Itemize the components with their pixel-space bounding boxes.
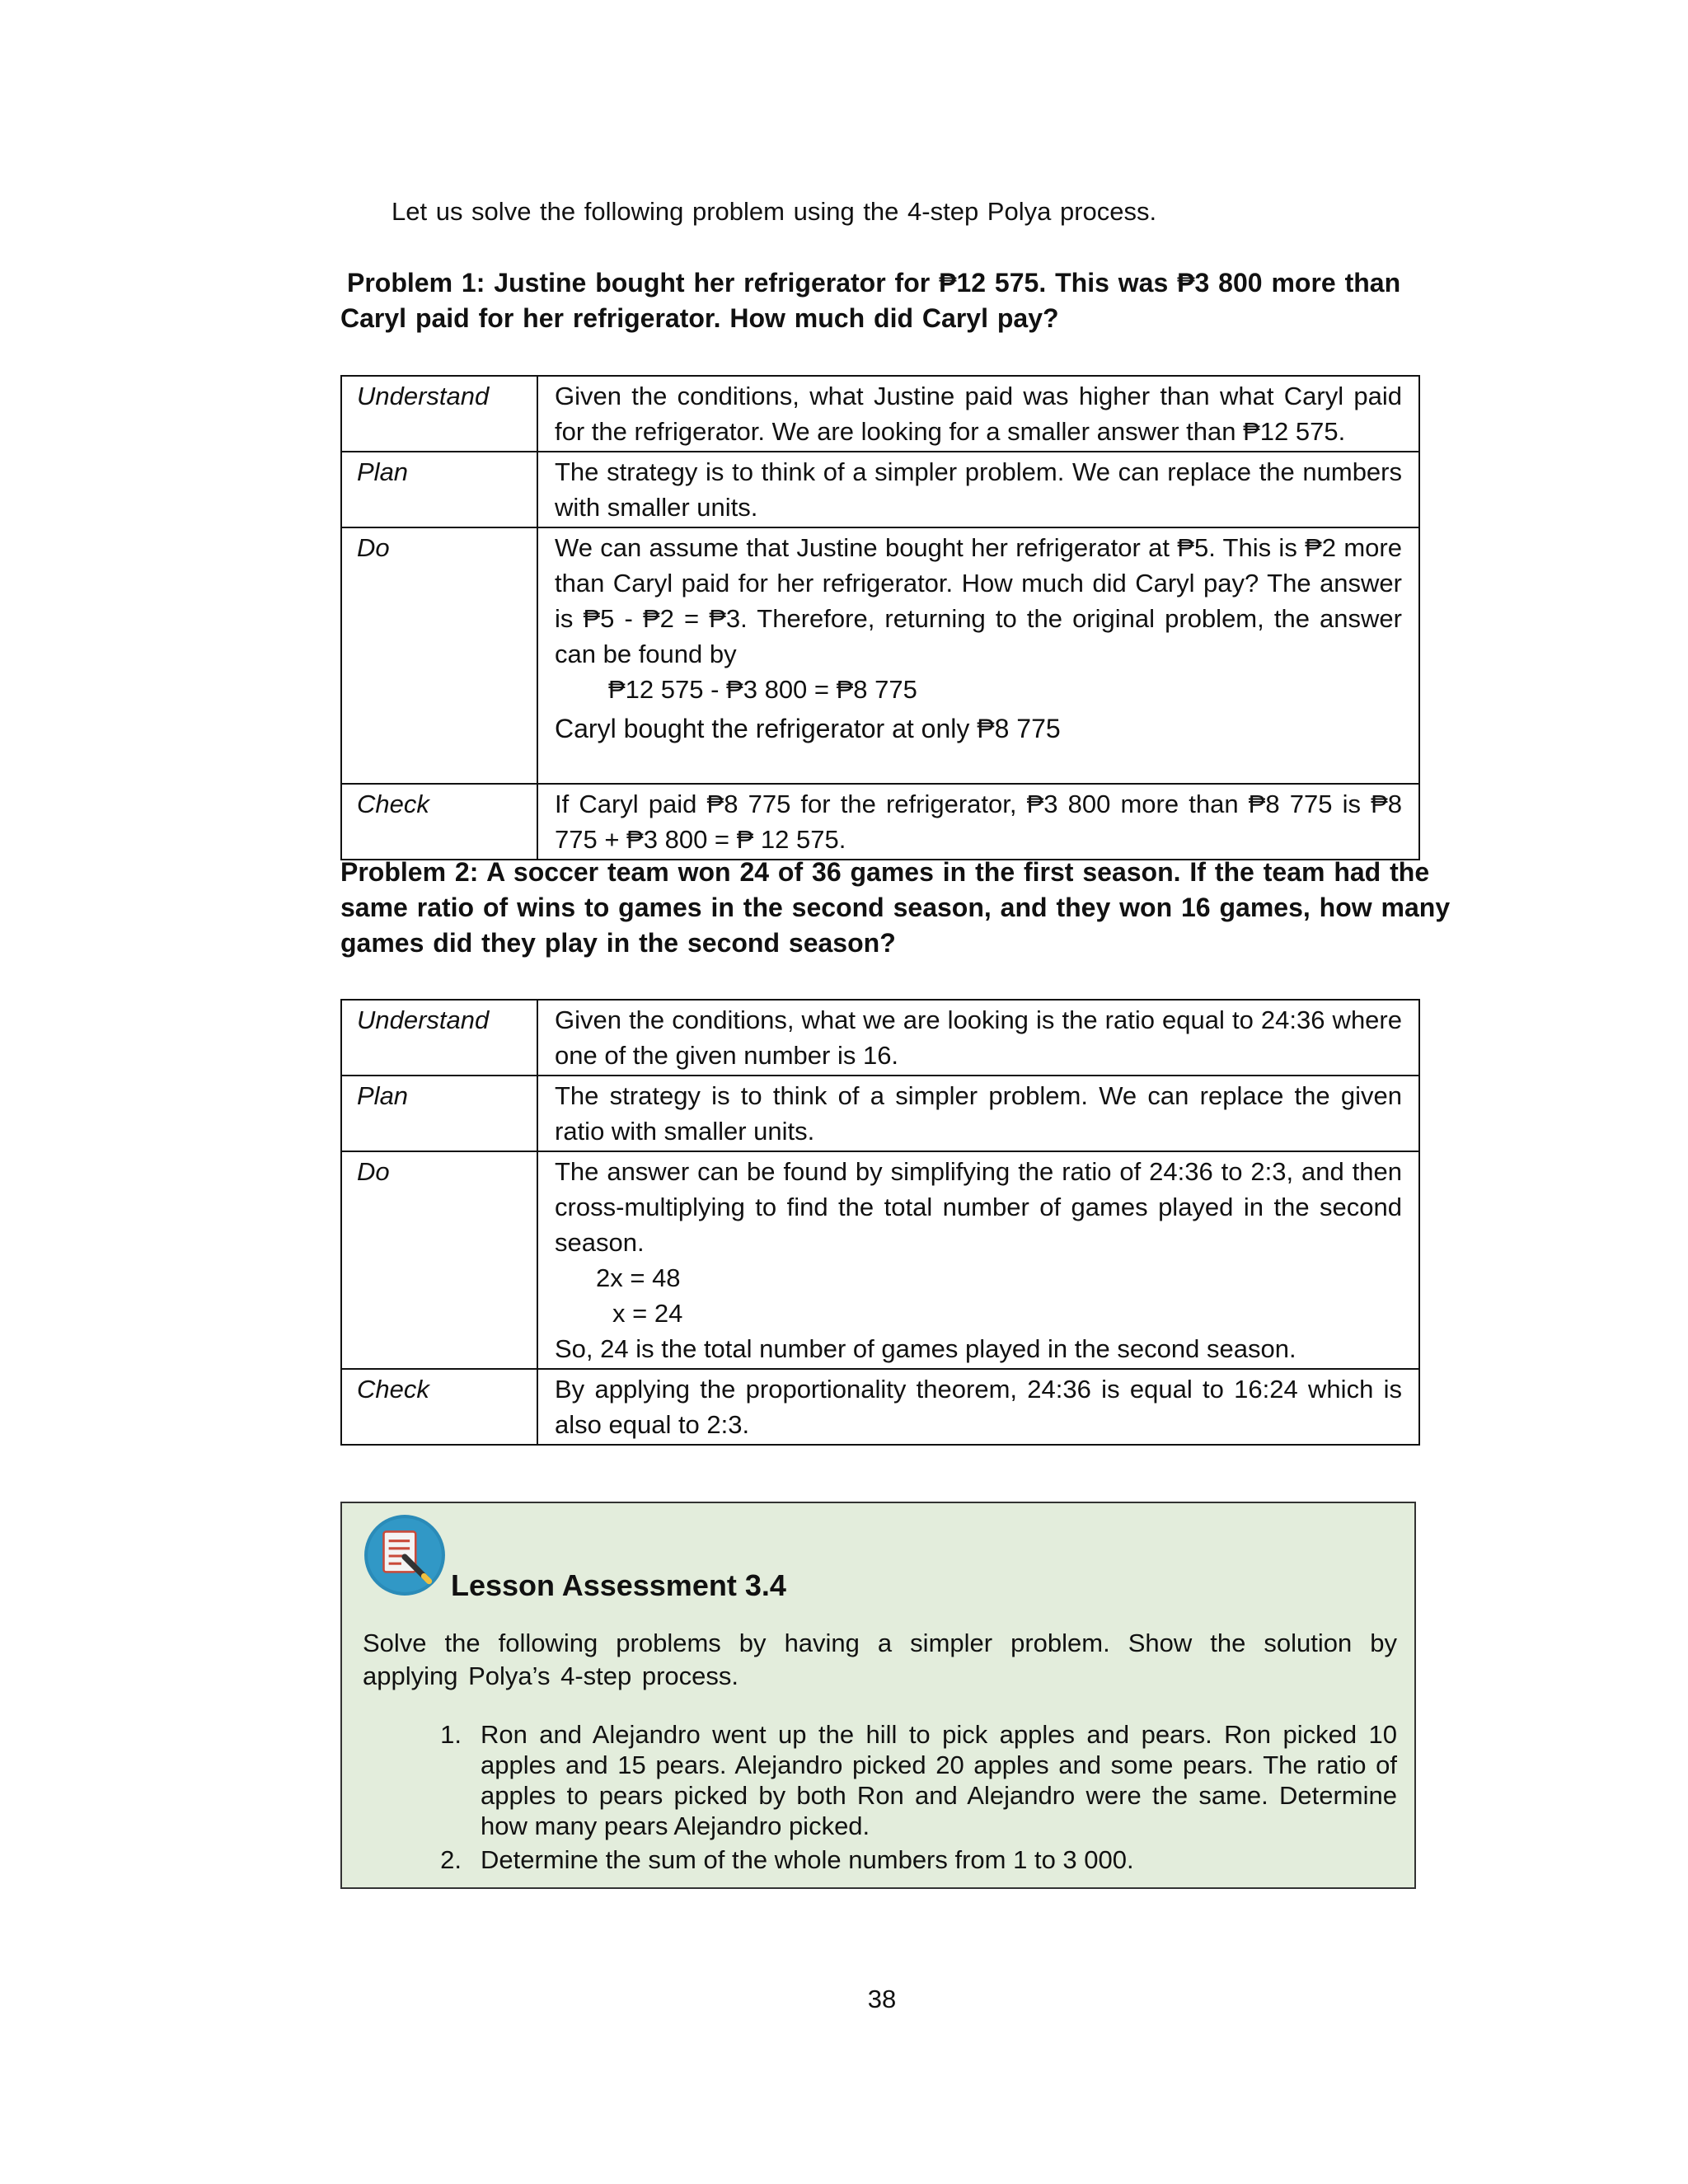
assessment-title: Lesson Assessment 3.4: [451, 1568, 786, 1602]
list-item-number: 2.: [440, 1845, 462, 1874]
assessment-instructions: Solve the following problems by having a simpler problem. Show the solution by applying Polya’s 4-step process.: [363, 1629, 1397, 1690]
table-row: [341, 527, 1419, 784]
step-cell-do: [537, 1151, 1419, 1369]
problem-2-polya-table: [340, 999, 1420, 1446]
table-row: [341, 452, 1419, 527]
do-equation-2: x = 24: [612, 1299, 683, 1328]
table-row: [341, 1369, 1419, 1445]
list-item-text: Ron and Alejandro went up the hill to pick apples and pears. Ron picked 10 apples and 15 pears. Alejandro picked 20 apples and some pears. The ratio of apples to pears picked by both Ron and Alejandro were the same. Determine how many pears Alejandro picked.: [481, 1720, 1397, 1840]
do-equation: ₱12 575 - ₱3 800 = ₱8 775: [608, 675, 917, 704]
step-cell-do: [537, 527, 1419, 784]
list-item-number: 1.: [440, 1720, 462, 1749]
step-text-do: The answer can be found by simplifying the ratio of 24:36 to 2:3, and then cross-multiplying to find the total number of games played in the second season.: [555, 1157, 1402, 1257]
step-text-understand: Given the conditions, what we are looking is the ratio equal to 24:36 where one of the given number is 16.: [537, 1000, 1419, 1076]
page-number: 38: [867, 1985, 897, 2013]
table-row: [341, 1000, 1419, 1076]
cell-spacer: [555, 750, 1402, 781]
step-label-plan: Plan: [341, 1076, 537, 1151]
step-label-check: Check: [341, 1369, 537, 1445]
notepad-pencil-icon: [363, 1513, 447, 1597]
list-item: [363, 1844, 1397, 1875]
step-label-understand: Understand: [341, 1000, 537, 1076]
table-row: [341, 1151, 1419, 1369]
lesson-assessment-box: [340, 1502, 1416, 1889]
list-item-text: Determine the sum of the whole numbers from 1 to 3 000.: [481, 1845, 1134, 1874]
step-label-check: Check: [341, 784, 537, 860]
problem-2-heading: Problem 2: A soccer team won 24 of 36 games in the first season. If the team had the same ratio of wins to games in the second season, and they won 16 games, how many games did they play in the second season?: [340, 857, 1451, 958]
problem-1-heading: Problem 1: Justine bought her refrigerator for ₱12 575. This was ₱3 800 more than Caryl paid for her refrigerator. How much did Caryl pay?: [340, 268, 1401, 333]
step-text-plan: The strategy is to think of a simpler problem. We can replace the numbers with smaller units.: [537, 452, 1419, 527]
table-row: [341, 376, 1419, 452]
do-conclusion: Caryl bought the refrigerator at only ₱8 775: [555, 714, 1061, 743]
step-text-plan: The strategy is to think of a simpler problem. We can replace the given ratio with smaller units.: [537, 1076, 1419, 1151]
list-item: [363, 1719, 1397, 1841]
table-row: [341, 1076, 1419, 1151]
step-label-plan: Plan: [341, 452, 537, 527]
step-text-check: By applying the proportionality theorem, 24:36 is equal to 16:24 which is also equal to 2:3.: [537, 1369, 1419, 1445]
step-text-check: If Caryl paid ₱8 775 for the refrigerator, ₱3 800 more than ₱8 775 is ₱8 775 + ₱3 800 = ₱ 12 575.: [537, 784, 1419, 860]
do-conclusion: So, 24 is the total number of games played in the second season.: [555, 1334, 1296, 1363]
intro-text: Let us solve the following problem using the 4-step Polya process.: [392, 197, 1157, 226]
problem-1-polya-table: [340, 375, 1420, 860]
step-text-do: We can assume that Justine bought her refrigerator at ₱5. This is ₱2 more than Caryl paid for her refrigerator. How much did Caryl pay? The answer is ₱5 - ₱2 = ₱3. Therefore, returning to the original problem, the answer can be found by: [555, 533, 1402, 668]
table-row: [341, 784, 1419, 860]
do-equation-1: 2x = 48: [596, 1263, 681, 1292]
step-label-understand: Understand: [341, 376, 537, 452]
step-text-understand: Given the conditions, what Justine paid was higher than what Caryl paid for the refrigerator. We are looking for a smaller answer than ₱12 575.: [537, 376, 1419, 452]
assessment-problem-list: [363, 1719, 1397, 1878]
step-label-do: Do: [341, 1151, 537, 1369]
step-label-do: Do: [341, 527, 537, 784]
